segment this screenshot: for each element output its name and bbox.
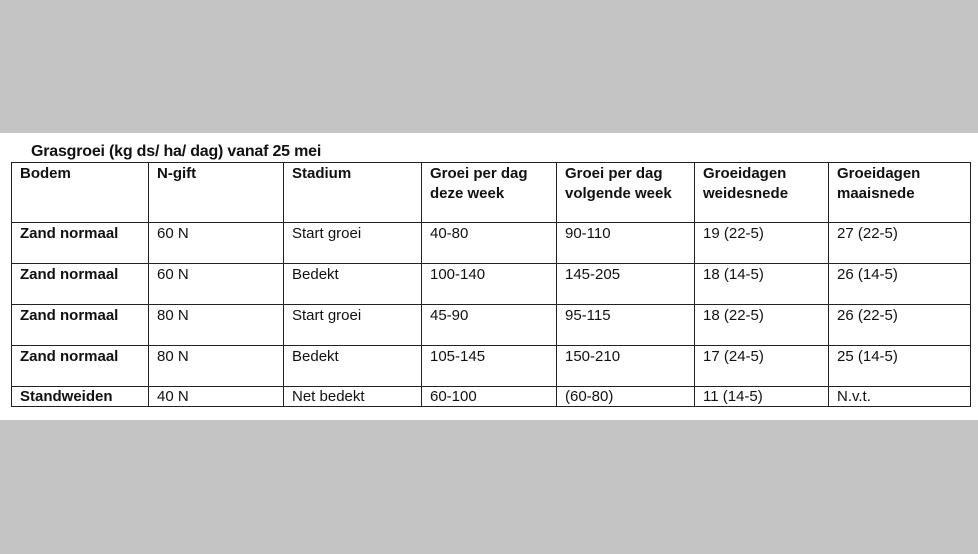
table-row [12,305,971,346]
document-sheet [0,133,978,420]
cell-stadium: Start groei [284,305,422,346]
cell-groei-deze-week: 60-100 [422,387,557,407]
header-bodem: Bodem [12,163,149,223]
cell-groei-volgende-week: 150-210 [557,346,695,387]
cell-groei-deze-week: 45-90 [422,305,557,346]
cell-groei-volgende-week: (60-80) [557,387,695,407]
cell-groei-deze-week: 100-140 [422,264,557,305]
cell-groeidagen-weidesnede: 19 (22-5) [695,223,829,264]
header-groei-volgende-week: Groei per dag volgende week [557,163,695,223]
cell-stadium: Start groei [284,223,422,264]
table-row [12,346,971,387]
cell-groeidagen-weidesnede: 11 (14-5) [695,387,829,407]
cell-n-gift: 60 N [149,223,284,264]
cell-stadium: Bedekt [284,264,422,305]
table-row [12,264,971,305]
header-n-gift: N-gift [149,163,284,223]
cell-bodem: Zand normaal [12,346,149,387]
cell-groeidagen-maaisnede: N.v.t. [829,387,971,407]
cell-groei-deze-week: 40-80 [422,223,557,264]
header-groeidagen-weidesnede: Groeidagen weidesnede [695,163,829,223]
grass-growth-table [11,162,971,407]
table-row [12,387,971,407]
cell-groeidagen-weidesnede: 18 (14-5) [695,264,829,305]
table-row [12,223,971,264]
header-row [12,163,971,223]
cell-groei-volgende-week: 95-115 [557,305,695,346]
header-stadium: Stadium [284,163,422,223]
cell-groeidagen-weidesnede: 17 (24-5) [695,346,829,387]
cell-stadium: Bedekt [284,346,422,387]
cell-bodem: Zand normaal [12,305,149,346]
cell-groeidagen-maaisnede: 26 (22-5) [829,305,971,346]
cell-groeidagen-maaisnede: 25 (14-5) [829,346,971,387]
cell-bodem: Zand normaal [12,223,149,264]
cell-groeidagen-maaisnede: 26 (14-5) [829,264,971,305]
table-caption: Grasgroei (kg ds/ ha/ dag) vanaf 25 mei [31,143,322,160]
cell-stadium: Net bedekt [284,387,422,407]
cell-groei-volgende-week: 90-110 [557,223,695,264]
cell-groei-deze-week: 105-145 [422,346,557,387]
cell-n-gift: 80 N [149,346,284,387]
cell-n-gift: 80 N [149,305,284,346]
cell-bodem: Zand normaal [12,264,149,305]
cell-groeidagen-maaisnede: 27 (22-5) [829,223,971,264]
header-groeidagen-maaisnede: Groeidagen maaisnede [829,163,971,223]
cell-bodem: Standweiden [12,387,149,407]
cell-n-gift: 40 N [149,387,284,407]
cell-n-gift: 60 N [149,264,284,305]
header-groei-deze-week: Groei per dag deze week [422,163,557,223]
cell-groeidagen-weidesnede: 18 (22-5) [695,305,829,346]
cell-groei-volgende-week: 145-205 [557,264,695,305]
